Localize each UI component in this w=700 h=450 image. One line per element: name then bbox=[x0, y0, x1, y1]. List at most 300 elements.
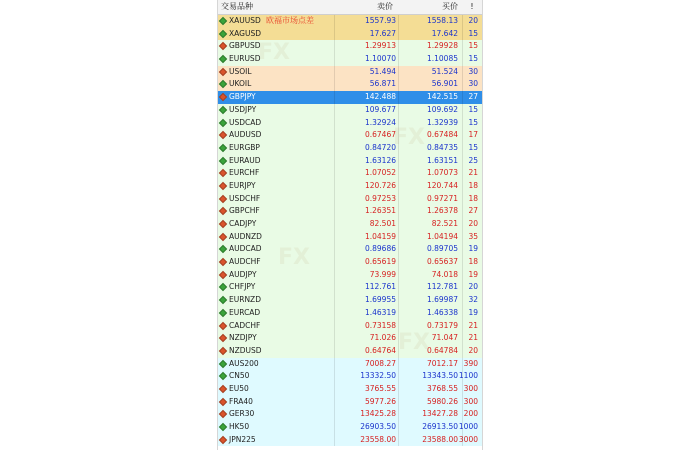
symbol-row-usoil[interactable] bbox=[218, 66, 482, 79]
ask-price: 0.73179 bbox=[426, 320, 458, 330]
column-divider bbox=[462, 104, 463, 117]
column-divider bbox=[398, 218, 399, 231]
column-divider bbox=[398, 142, 399, 155]
price-up-icon bbox=[219, 296, 227, 304]
ask-price: 0.89705 bbox=[426, 244, 458, 254]
price-down-icon bbox=[219, 232, 227, 240]
symbol-row-fra40[interactable] bbox=[218, 396, 482, 409]
column-divider bbox=[398, 294, 399, 307]
symbol-name: NZDUSD bbox=[229, 345, 262, 355]
scrollbar[interactable] bbox=[482, 0, 483, 140]
column-divider bbox=[334, 167, 335, 180]
ask-price: 1.63151 bbox=[426, 155, 458, 165]
column-divider bbox=[462, 320, 463, 333]
symbol-row-eurnzd[interactable] bbox=[218, 294, 482, 307]
symbol-row-aus200[interactable] bbox=[218, 358, 482, 371]
bid-price: 120.726 bbox=[364, 180, 396, 190]
symbol-row-usdcad[interactable] bbox=[218, 117, 482, 130]
column-divider bbox=[398, 193, 399, 206]
bid-price: 26903.50 bbox=[360, 422, 396, 431]
symbol-name: CADCHF bbox=[229, 320, 261, 330]
symbol-name: CHFJPY bbox=[229, 282, 256, 292]
bid-price: 1.46319 bbox=[364, 307, 396, 317]
spread-value: 18 bbox=[468, 180, 478, 190]
bid-price: 3765.55 bbox=[364, 383, 396, 393]
symbol-row-cadjpy[interactable] bbox=[218, 218, 482, 231]
column-divider bbox=[334, 421, 335, 434]
spread-value: 300 bbox=[463, 396, 478, 406]
column-divider bbox=[334, 78, 335, 91]
price-down-icon bbox=[219, 397, 227, 405]
bid-price: 1.10070 bbox=[364, 54, 396, 64]
column-divider bbox=[398, 421, 399, 434]
symbol-row-eurusd[interactable] bbox=[218, 53, 482, 66]
spread-value: 21 bbox=[468, 320, 478, 330]
column-header-spread[interactable]: ! bbox=[470, 2, 474, 11]
column-divider bbox=[334, 180, 335, 193]
column-divider bbox=[462, 167, 463, 180]
price-down-icon bbox=[219, 271, 227, 279]
symbol-name: AUS200 bbox=[229, 358, 259, 368]
symbol-row-audjpy[interactable] bbox=[218, 269, 482, 282]
market-watch-header bbox=[218, 0, 482, 15]
symbol-name: AUDCHF bbox=[229, 257, 261, 267]
column-divider bbox=[334, 231, 335, 244]
spread-value: 18 bbox=[468, 193, 478, 203]
column-divider bbox=[334, 129, 335, 142]
ask-price: 0.65637 bbox=[426, 257, 458, 267]
spread-value: 35 bbox=[468, 231, 478, 241]
symbol-row-eurchf[interactable] bbox=[218, 167, 482, 180]
spread-value: 19 bbox=[468, 307, 478, 317]
symbol-row-audnzd[interactable] bbox=[218, 231, 482, 244]
column-divider bbox=[334, 332, 335, 345]
ask-price: 17.642 bbox=[431, 28, 458, 38]
bid-price: 82.501 bbox=[369, 219, 396, 228]
spread-value: 200 bbox=[463, 409, 478, 419]
column-divider bbox=[398, 434, 399, 447]
column-divider bbox=[334, 383, 335, 396]
bid-price: 13332.50 bbox=[360, 371, 396, 381]
price-up-icon bbox=[219, 55, 227, 63]
price-down-icon bbox=[219, 347, 227, 355]
symbol-row-usdjpy[interactable] bbox=[218, 104, 482, 117]
symbol-row-audcad[interactable] bbox=[218, 243, 482, 256]
market-watch-panel bbox=[217, 0, 483, 450]
spread-value: 32 bbox=[468, 295, 478, 305]
price-up-icon bbox=[219, 29, 227, 37]
column-divider bbox=[398, 256, 399, 269]
column-divider bbox=[462, 142, 463, 155]
symbol-name: HK50 bbox=[229, 422, 250, 431]
spread-value: 15 bbox=[468, 117, 478, 127]
spread-value: 15 bbox=[468, 41, 478, 51]
spread-value: 1100 bbox=[458, 371, 478, 381]
column-divider bbox=[334, 345, 335, 358]
price-down-icon bbox=[219, 131, 227, 139]
column-divider bbox=[462, 117, 463, 130]
column-divider bbox=[398, 408, 399, 421]
column-divider bbox=[334, 193, 335, 206]
symbol-name: CN50 bbox=[229, 371, 250, 381]
spread-value: 15 bbox=[468, 142, 478, 152]
price-down-icon bbox=[219, 207, 227, 215]
symbol-row-eurjpy[interactable] bbox=[218, 180, 482, 193]
symbol-row-jpn225[interactable] bbox=[218, 434, 482, 447]
bid-price: 0.89686 bbox=[364, 244, 396, 254]
spread-value: 30 bbox=[468, 66, 478, 76]
symbol-name: EURUSD bbox=[229, 54, 261, 64]
column-divider bbox=[462, 180, 463, 193]
price-down-icon bbox=[219, 68, 227, 76]
column-divider bbox=[334, 434, 335, 447]
column-divider bbox=[398, 167, 399, 180]
ask-price: 1.04194 bbox=[426, 231, 458, 241]
symbol-name: CADJPY bbox=[229, 219, 257, 228]
symbol-name: XAUUSD bbox=[229, 16, 261, 25]
bid-price: 112.761 bbox=[364, 282, 396, 292]
column-divider bbox=[398, 28, 399, 41]
symbol-row-ukoil[interactable] bbox=[218, 78, 482, 91]
column-divider bbox=[334, 320, 335, 333]
symbol-name: EURCAD bbox=[229, 307, 261, 317]
symbol-row-gbpjpy[interactable] bbox=[218, 91, 482, 104]
symbol-name: JPN225 bbox=[229, 434, 256, 444]
column-divider bbox=[334, 307, 335, 320]
ask-price: 120.744 bbox=[426, 180, 458, 190]
column-divider bbox=[334, 243, 335, 256]
symbol-row-euraud[interactable] bbox=[218, 155, 482, 168]
column-divider bbox=[398, 345, 399, 358]
price-up-icon bbox=[219, 118, 227, 126]
column-divider bbox=[462, 434, 463, 447]
spread-value: 21 bbox=[468, 333, 478, 343]
spread-value: 3000 bbox=[458, 434, 478, 444]
ask-price: 1.69987 bbox=[426, 295, 458, 305]
bid-price: 5977.26 bbox=[364, 396, 396, 406]
symbol-name: EURCHF bbox=[229, 168, 260, 178]
column-divider bbox=[334, 358, 335, 371]
spread-value: 20 bbox=[468, 282, 478, 292]
column-header-symbol[interactable]: 交易品种 bbox=[221, 2, 253, 11]
symbol-name: USDCAD bbox=[229, 117, 262, 127]
symbol-name: GBPUSD bbox=[229, 41, 261, 51]
column-divider bbox=[462, 91, 463, 104]
ask-price: 1.26378 bbox=[426, 206, 458, 216]
column-divider bbox=[334, 53, 335, 66]
bid-price: 1.04159 bbox=[364, 231, 396, 241]
column-divider bbox=[398, 129, 399, 142]
bid-price: 73.999 bbox=[369, 269, 396, 279]
bid-price: 1.07052 bbox=[364, 168, 396, 178]
column-divider bbox=[462, 370, 463, 383]
column-divider bbox=[398, 117, 399, 130]
column-divider bbox=[334, 294, 335, 307]
symbol-name: UKOIL bbox=[229, 79, 252, 89]
ask-price: 51.524 bbox=[431, 66, 458, 76]
annotation-label: 欧福市场点差 bbox=[266, 16, 314, 25]
symbol-name: NZDJPY bbox=[229, 333, 257, 343]
ask-price: 13427.28 bbox=[422, 409, 458, 419]
ask-price: 71.047 bbox=[431, 333, 458, 343]
bid-price: 1.32924 bbox=[364, 117, 396, 127]
column-divider bbox=[462, 218, 463, 231]
column-divider bbox=[462, 294, 463, 307]
price-up-icon bbox=[219, 144, 227, 152]
symbol-row-chfjpy[interactable] bbox=[218, 281, 482, 294]
column-divider bbox=[462, 40, 463, 53]
column-divider bbox=[462, 15, 463, 28]
ask-price: 1.07073 bbox=[426, 168, 458, 178]
column-divider bbox=[334, 396, 335, 409]
ask-price: 74.018 bbox=[431, 269, 458, 279]
symbol-row-nzdjpy[interactable] bbox=[218, 332, 482, 345]
price-up-icon bbox=[219, 156, 227, 164]
column-divider bbox=[398, 180, 399, 193]
symbol-name: EU50 bbox=[229, 383, 249, 393]
column-divider bbox=[334, 205, 335, 218]
ask-price: 23588.00 bbox=[422, 434, 458, 444]
bid-price: 56.871 bbox=[369, 79, 396, 89]
price-up-icon bbox=[219, 372, 227, 380]
column-divider bbox=[398, 78, 399, 91]
ask-price: 109.692 bbox=[426, 104, 458, 114]
column-divider bbox=[398, 358, 399, 371]
column-divider bbox=[462, 345, 463, 358]
column-divider bbox=[398, 281, 399, 294]
column-divider bbox=[334, 142, 335, 155]
symbol-name: AUDCAD bbox=[229, 244, 262, 254]
spread-value: 15 bbox=[468, 54, 478, 64]
price-down-icon bbox=[219, 42, 227, 50]
column-divider bbox=[462, 28, 463, 41]
column-divider bbox=[398, 307, 399, 320]
symbol-row-audusd[interactable] bbox=[218, 129, 482, 142]
price-up-icon bbox=[219, 309, 227, 317]
bid-price: 17.627 bbox=[369, 28, 396, 38]
bid-price: 0.65619 bbox=[364, 257, 396, 267]
bid-price: 0.64764 bbox=[364, 345, 396, 355]
bid-price: 142.488 bbox=[364, 92, 396, 102]
symbol-row-xauusd[interactable] bbox=[218, 15, 482, 28]
symbol-row-cadchf[interactable] bbox=[218, 320, 482, 333]
spread-value: 20 bbox=[468, 16, 478, 25]
bid-price: 7008.27 bbox=[364, 358, 396, 368]
price-down-icon bbox=[219, 410, 227, 418]
ask-price: 13343.50 bbox=[422, 371, 458, 381]
column-divider bbox=[462, 396, 463, 409]
symbol-name: FRA40 bbox=[229, 396, 253, 406]
symbol-name: AUDNZD bbox=[229, 231, 262, 241]
column-divider bbox=[462, 421, 463, 434]
ask-price: 112.781 bbox=[426, 282, 458, 292]
ask-price: 0.67484 bbox=[426, 130, 458, 140]
spread-value: 21 bbox=[468, 168, 478, 178]
bid-price: 13425.28 bbox=[360, 409, 396, 419]
symbol-name: USDJPY bbox=[229, 104, 257, 114]
spread-value: 20 bbox=[468, 345, 478, 355]
symbol-name: USOIL bbox=[229, 66, 252, 76]
spread-value: 15 bbox=[468, 28, 478, 38]
bid-price: 23558.00 bbox=[360, 434, 396, 444]
column-divider bbox=[334, 104, 335, 117]
symbol-row-ger30[interactable] bbox=[218, 408, 482, 421]
symbol-name: EURNZD bbox=[229, 295, 261, 305]
column-divider bbox=[334, 40, 335, 53]
price-down-icon bbox=[219, 169, 227, 177]
price-up-icon bbox=[219, 106, 227, 114]
spread-value: 30 bbox=[468, 79, 478, 89]
price-up-icon bbox=[219, 80, 227, 88]
spread-value: 15 bbox=[468, 104, 478, 114]
symbol-row-eurcad[interactable] bbox=[218, 307, 482, 320]
bid-price: 1.29913 bbox=[364, 41, 396, 51]
column-divider bbox=[398, 332, 399, 345]
bid-price: 0.73158 bbox=[364, 320, 396, 330]
ask-price: 1558.13 bbox=[426, 16, 458, 25]
spread-value: 20 bbox=[468, 219, 478, 228]
price-down-icon bbox=[219, 93, 227, 101]
bid-price: 0.97253 bbox=[364, 193, 396, 203]
column-divider bbox=[462, 205, 463, 218]
column-divider bbox=[462, 408, 463, 421]
bid-price: 1.63126 bbox=[364, 155, 396, 165]
spread-value: 390 bbox=[463, 358, 478, 368]
column-divider bbox=[398, 243, 399, 256]
column-divider bbox=[398, 205, 399, 218]
column-divider bbox=[334, 15, 335, 28]
column-divider bbox=[334, 408, 335, 421]
bid-price: 109.677 bbox=[364, 104, 396, 114]
column-divider bbox=[462, 78, 463, 91]
ask-price: 0.64784 bbox=[426, 345, 458, 355]
column-divider bbox=[462, 66, 463, 79]
symbol-name: AUDUSD bbox=[229, 130, 262, 140]
price-down-icon bbox=[219, 385, 227, 393]
column-divider bbox=[462, 358, 463, 371]
spread-value: 19 bbox=[468, 269, 478, 279]
spread-value: 1000 bbox=[458, 422, 478, 431]
ask-price: 1.32939 bbox=[426, 117, 458, 127]
symbol-row-cn50[interactable] bbox=[218, 370, 482, 383]
column-divider bbox=[462, 332, 463, 345]
price-down-icon bbox=[219, 258, 227, 266]
column-header-ask[interactable]: 买价 bbox=[442, 2, 458, 11]
column-divider bbox=[398, 91, 399, 104]
price-down-icon bbox=[219, 220, 227, 228]
price-down-icon bbox=[219, 435, 227, 443]
spread-value: 18 bbox=[468, 257, 478, 267]
symbol-name: USDCHF bbox=[229, 193, 261, 203]
ask-price: 142.515 bbox=[426, 92, 458, 102]
column-divider bbox=[334, 91, 335, 104]
symbol-row-eu50[interactable] bbox=[218, 383, 482, 396]
symbol-row-gbpusd[interactable] bbox=[218, 40, 482, 53]
ask-price: 0.97271 bbox=[426, 193, 458, 203]
spread-value: 27 bbox=[468, 206, 478, 216]
price-up-icon bbox=[219, 17, 227, 25]
symbol-row-hk50[interactable] bbox=[218, 421, 482, 434]
price-up-icon bbox=[219, 359, 227, 367]
symbol-list bbox=[218, 15, 482, 446]
column-header-bid[interactable]: 卖价 bbox=[377, 2, 393, 11]
symbol-name: GBPJPY bbox=[229, 92, 256, 102]
symbol-row-xagusd[interactable] bbox=[218, 28, 482, 41]
ask-price: 1.10085 bbox=[426, 54, 458, 64]
symbol-row-audchf[interactable] bbox=[218, 256, 482, 269]
price-up-icon bbox=[219, 245, 227, 253]
column-divider bbox=[398, 104, 399, 117]
symbol-name: XAGUSD bbox=[229, 28, 261, 38]
column-divider bbox=[462, 155, 463, 168]
ask-price: 5980.26 bbox=[426, 396, 458, 406]
ask-price: 7012.17 bbox=[426, 358, 458, 368]
bid-price: 1557.93 bbox=[364, 16, 396, 25]
column-divider bbox=[462, 53, 463, 66]
column-divider bbox=[398, 53, 399, 66]
spread-value: 19 bbox=[468, 244, 478, 254]
price-down-icon bbox=[219, 182, 227, 190]
column-divider bbox=[398, 269, 399, 282]
bid-price: 0.84720 bbox=[364, 142, 396, 152]
column-divider bbox=[398, 231, 399, 244]
bid-price: 0.67467 bbox=[364, 130, 396, 140]
column-divider bbox=[462, 231, 463, 244]
spread-value: 27 bbox=[468, 92, 478, 102]
bid-price: 51.494 bbox=[369, 66, 396, 76]
column-divider bbox=[334, 117, 335, 130]
column-divider bbox=[462, 269, 463, 282]
symbol-name: AUDJPY bbox=[229, 269, 257, 279]
price-down-icon bbox=[219, 194, 227, 202]
symbol-row-nzdusd[interactable] bbox=[218, 345, 482, 358]
column-divider bbox=[398, 40, 399, 53]
ask-price: 56.901 bbox=[431, 79, 458, 89]
column-divider bbox=[462, 383, 463, 396]
ask-price: 1.46338 bbox=[426, 307, 458, 317]
symbol-row-gbpchf[interactable] bbox=[218, 205, 482, 218]
symbol-row-usdchf[interactable] bbox=[218, 193, 482, 206]
ask-price: 1.29928 bbox=[426, 41, 458, 51]
ask-price: 26913.50 bbox=[422, 422, 458, 431]
bid-price: 71.026 bbox=[369, 333, 396, 343]
column-divider bbox=[462, 256, 463, 269]
column-divider bbox=[334, 256, 335, 269]
column-divider bbox=[398, 15, 399, 28]
column-divider bbox=[334, 66, 335, 79]
price-up-icon bbox=[219, 283, 227, 291]
symbol-name: GER30 bbox=[229, 409, 255, 419]
column-divider bbox=[334, 370, 335, 383]
column-divider bbox=[398, 396, 399, 409]
symbol-name: EURJPY bbox=[229, 180, 256, 190]
column-divider bbox=[398, 320, 399, 333]
column-divider bbox=[398, 383, 399, 396]
bid-price: 1.26351 bbox=[364, 206, 396, 216]
column-divider bbox=[334, 155, 335, 168]
column-divider bbox=[398, 66, 399, 79]
column-divider bbox=[462, 129, 463, 142]
spread-value: 17 bbox=[468, 130, 478, 140]
symbol-name: GBPCHF bbox=[229, 206, 260, 216]
spread-value: 25 bbox=[468, 155, 478, 165]
price-down-icon bbox=[219, 321, 227, 329]
column-divider bbox=[462, 307, 463, 320]
symbol-row-eurgbp[interactable] bbox=[218, 142, 482, 155]
ask-price: 0.84735 bbox=[426, 142, 458, 152]
ask-price: 82.521 bbox=[431, 219, 458, 228]
price-down-icon bbox=[219, 334, 227, 342]
